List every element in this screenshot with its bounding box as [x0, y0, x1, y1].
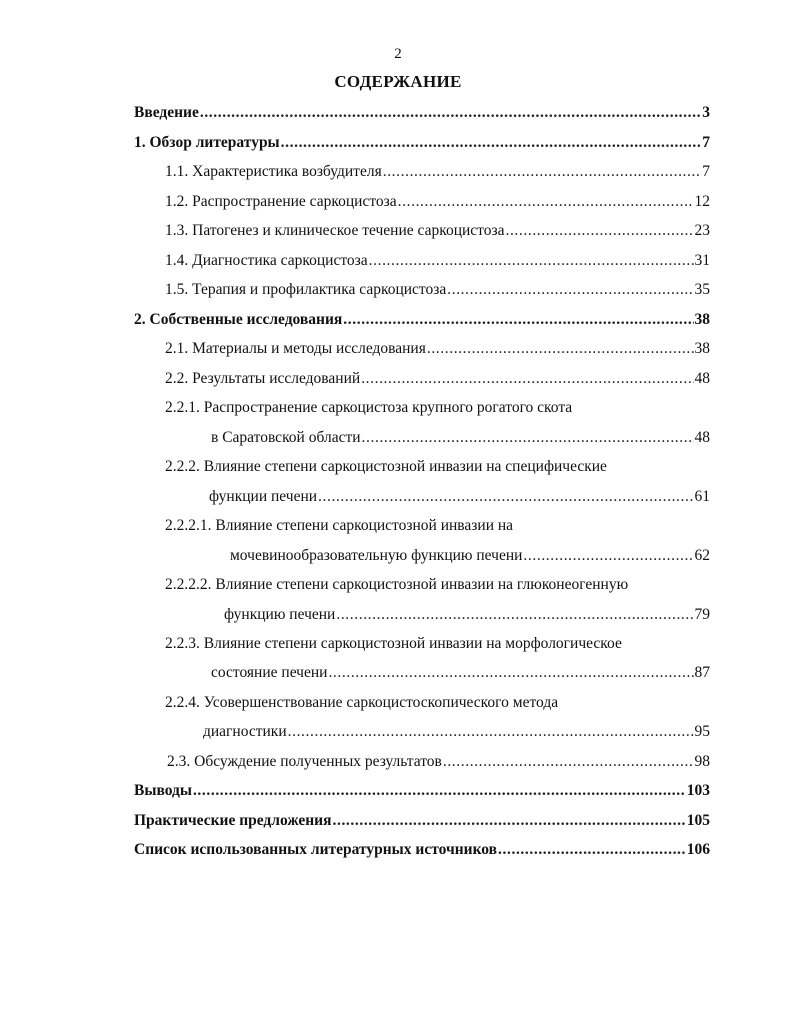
leader-dots [328, 662, 693, 684]
toc-entry-continuation: диагностики [203, 723, 287, 740]
leader-dots [361, 368, 693, 390]
toc-entry-2-2-3-line1: 2.2.3. Влияние степени саркоцистозной инвазии на морфологическое [165, 635, 622, 652]
toc-page-number: 48 [694, 429, 710, 446]
toc-entry-2-2-3 [211, 662, 710, 684]
leader-dots [447, 279, 693, 301]
toc-entry-introduction [134, 102, 710, 124]
toc-entry-2-2-1-line1: 2.2.1. Распространение саркоцистоза крупного рогатого скота [165, 399, 573, 416]
toc-page-number: 103 [686, 782, 710, 799]
toc-entry-1-2 [165, 191, 710, 213]
leader-dots [362, 427, 694, 449]
toc-entry-references [134, 839, 710, 861]
toc-entry-conclusions [134, 780, 710, 802]
toc-entry-2-2 [165, 368, 710, 390]
leader-dots [505, 220, 693, 242]
toc-entry-continuation: состояние печени [211, 664, 328, 681]
toc-entry-2-2-2-line1: 2.2.2. Влияние степени саркоцистозной инвазии на специфические [165, 458, 607, 475]
toc-entry-2-1 [165, 338, 710, 360]
toc-entry-1-3 [165, 220, 710, 242]
leader-dots [288, 721, 694, 743]
leader-dots [333, 810, 686, 832]
leader-dots [193, 780, 686, 802]
toc-page-number: 12 [694, 193, 710, 210]
toc-page-number: 7 [702, 134, 710, 151]
leader-dots [318, 486, 693, 508]
toc-entry-text: 1. Обзор литературы [134, 134, 280, 151]
toc-entry-literature-review [134, 132, 710, 154]
leader-dots [398, 191, 694, 213]
page-number: 2 [394, 46, 402, 62]
toc-page-number: 38 [694, 311, 710, 328]
toc-entry-1-4 [165, 250, 710, 272]
toc-entry-continuation: функцию печени [224, 606, 336, 623]
toc-entry-continuation: функции печени [209, 488, 318, 505]
toc-entry-text: 1.4. Диагностика саркоцистоза [165, 252, 368, 269]
toc-entry-text: Список использованных литературных источников [134, 841, 498, 858]
toc-entry-1-1 [165, 161, 710, 183]
page-title: СОДЕРЖАНИЕ [334, 72, 462, 91]
toc-page-number: 61 [694, 488, 710, 505]
toc-page-number: 31 [694, 252, 710, 269]
leader-dots [523, 545, 693, 567]
leader-dots [343, 309, 693, 331]
toc-entry-2-2-2-1-line1: 2.2.2.1. Влияние степени саркоцистозной инвазии на [165, 517, 514, 534]
toc-entry-own-research [134, 309, 710, 331]
toc-page-number: 3 [702, 104, 710, 121]
toc-entry-2-2-1 [211, 427, 710, 449]
toc-page-number: 7 [702, 163, 710, 180]
toc-page-number: 79 [694, 606, 710, 623]
toc-entry-text: 1.3. Патогенез и клиническое течение саркоцистоза [165, 222, 505, 239]
toc-entry-text: Практические предложения [134, 812, 332, 829]
leader-dots [427, 338, 694, 360]
toc-page-number: 87 [694, 664, 710, 681]
toc-entry-text: 2.1. Материалы и методы исследования [165, 340, 426, 357]
leader-dots [443, 751, 694, 773]
toc-page-number: 95 [694, 723, 710, 740]
toc-entry-text: 2. Собственные исследования [134, 311, 343, 328]
toc-page-number: 106 [686, 841, 710, 858]
toc-entry-continuation: в Саратовской области [211, 429, 361, 446]
toc-entry-text: 1.1. Характеристика возбудителя [165, 163, 382, 180]
leader-dots [369, 250, 694, 272]
toc-entry-continuation: мочевинообразовательную функцию печени [230, 547, 523, 564]
toc-entry-2-2-2-2-line1: 2.2.2.2. Влияние степени саркоцистозной инвазии на глюконеогенную [165, 576, 629, 593]
toc-page-number: 105 [686, 812, 710, 829]
toc-page-number: 62 [694, 547, 710, 564]
toc-entry-2-2-2 [209, 486, 710, 508]
toc-entry-text: 2.3. Обсуждение полученных результатов [167, 753, 442, 770]
toc-page-number: 35 [694, 281, 710, 298]
toc-entry-text: 2.2. Результаты исследований [165, 370, 361, 387]
toc-entry-text: Введение [134, 104, 199, 121]
toc-page-number: 98 [694, 753, 710, 770]
leader-dots [336, 604, 693, 626]
toc-entry-2-2-4-line1: 2.2.4. Усовершенствование саркоцистоскопического метода [165, 694, 559, 711]
toc-page-number: 23 [694, 222, 710, 239]
leader-dots [498, 839, 686, 861]
toc-entry-text: Выводы [134, 782, 192, 799]
toc-entry-text: 1.5. Терапия и профилактика саркоцистоза [165, 281, 447, 298]
toc-entry-2-2-2-2 [224, 604, 710, 626]
toc-entry-2-3 [167, 751, 710, 773]
toc-page-number: 48 [694, 370, 710, 387]
toc-entry-text: 1.2. Распространение саркоцистоза [165, 193, 397, 210]
leader-dots [383, 161, 702, 183]
toc-entry-1-5 [165, 279, 710, 301]
toc-entry-practical-proposals [134, 810, 710, 832]
toc-page-number: 38 [694, 340, 710, 357]
leader-dots [281, 132, 702, 154]
toc-entry-2-2-4 [203, 721, 710, 743]
leader-dots [200, 102, 701, 124]
toc-entry-2-2-2-1 [230, 545, 710, 567]
